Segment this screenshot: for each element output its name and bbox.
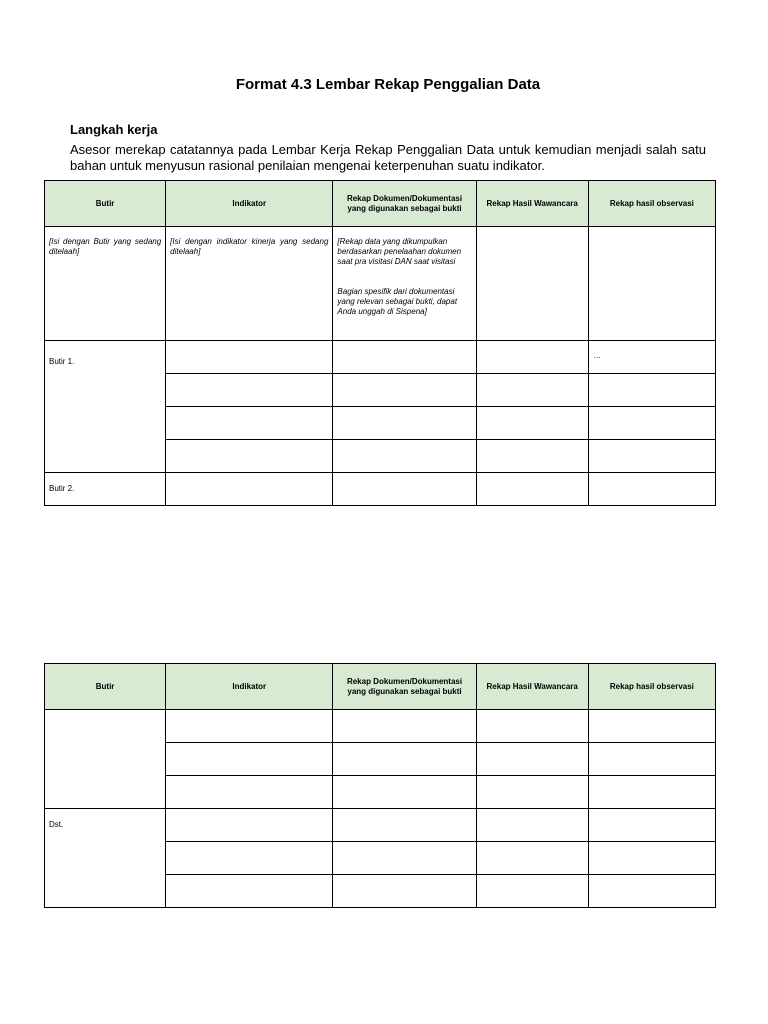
cell-empty[interactable]	[166, 440, 333, 473]
cell-butir-dst[interactable]: Dst.	[45, 809, 166, 908]
cell-empty[interactable]	[166, 875, 333, 908]
cell-empty[interactable]	[166, 776, 333, 809]
page-title: Format 4.3 Lembar Rekap Penggalian Data	[235, 76, 541, 93]
cell-empty[interactable]	[166, 407, 333, 440]
cell-empty[interactable]	[588, 440, 715, 473]
cell-empty[interactable]	[333, 341, 476, 374]
cell-example-indikator[interactable]: [Isi dengan indikator kinerja yang sedang ditelaah]	[166, 227, 333, 341]
header-rekap-observasi: Rekap hasil observasi	[588, 181, 715, 227]
cell-empty[interactable]	[588, 473, 715, 506]
cell-empty[interactable]	[588, 407, 715, 440]
header-butir: Butir	[45, 181, 166, 227]
section-heading: Langkah kerja	[70, 122, 158, 137]
cell-empty[interactable]	[476, 743, 588, 776]
table-row	[45, 710, 716, 743]
cell-empty[interactable]	[333, 710, 476, 743]
cell-empty[interactable]	[333, 809, 476, 842]
cell-empty[interactable]	[166, 743, 333, 776]
cell-empty[interactable]	[588, 710, 715, 743]
cell-empty[interactable]	[166, 809, 333, 842]
cell-example-dokumen[interactable]: [Rekap data yang dikumpulkan berdasarkan penelaahan dokumen saat pra visitasi DAN saat visitasi Bagian spesifik dari dokumentasi yang relevan sebagai bukti, dapat Anda unggah di Sispena]	[333, 227, 476, 341]
rekap-table-1	[44, 180, 716, 506]
cell-butir-1[interactable]: Butir 1.	[45, 341, 166, 473]
table-row	[45, 809, 716, 842]
cell-empty[interactable]	[333, 842, 476, 875]
cell-empty[interactable]	[166, 842, 333, 875]
cell-empty[interactable]	[588, 374, 715, 407]
cell-empty[interactable]	[588, 875, 715, 908]
header-rekap-dokumen: Rekap Dokumen/Dokumentasi yang digunakan sebagai bukti	[333, 664, 476, 710]
cell-empty[interactable]	[588, 776, 715, 809]
cell-observasi-ellipsis[interactable]: ...	[588, 341, 715, 374]
cell-empty[interactable]	[588, 743, 715, 776]
cell-empty[interactable]	[476, 440, 588, 473]
header-rekap-wawancara: Rekap Hasil Wawancara	[476, 664, 588, 710]
cell-empty[interactable]	[166, 710, 333, 743]
cell-empty[interactable]	[476, 374, 588, 407]
cell-example-wawancara[interactable]	[476, 227, 588, 341]
intro-paragraph: Asesor merekap catatannya pada Lembar Kerja Rekap Penggalian Data untuk kemudian menjadi salah satu bahan untuk menyusun rasional penilaian mengenai keterpenuhan suatu indikator.	[70, 142, 706, 173]
table-header-row	[45, 664, 716, 710]
cell-empty[interactable]	[333, 374, 476, 407]
cell-empty[interactable]	[333, 440, 476, 473]
cell-empty[interactable]	[476, 875, 588, 908]
cell-empty[interactable]	[476, 809, 588, 842]
cell-empty[interactable]	[166, 341, 333, 374]
cell-empty[interactable]	[476, 710, 588, 743]
cell-empty[interactable]	[333, 473, 476, 506]
cell-empty[interactable]	[476, 341, 588, 374]
table-row-example	[45, 227, 716, 341]
header-indikator: Indikator	[166, 664, 333, 710]
cell-empty[interactable]	[333, 776, 476, 809]
cell-empty[interactable]	[333, 743, 476, 776]
header-rekap-dokumen: Rekap Dokumen/Dokumentasi yang digunakan sebagai bukti	[333, 181, 476, 227]
table-row	[45, 341, 716, 374]
header-butir: Butir	[45, 664, 166, 710]
cell-empty[interactable]	[166, 374, 333, 407]
cell-empty[interactable]	[333, 407, 476, 440]
table-header-row	[45, 181, 716, 227]
cell-empty[interactable]	[166, 473, 333, 506]
cell-empty[interactable]	[588, 809, 715, 842]
cell-empty[interactable]	[476, 776, 588, 809]
cell-example-butir[interactable]: [Isi dengan Butir yang sedang ditelaah]	[45, 227, 166, 341]
cell-empty[interactable]	[588, 842, 715, 875]
cell-empty[interactable]	[476, 473, 588, 506]
header-indikator: Indikator	[166, 181, 333, 227]
cell-butir-empty[interactable]	[45, 710, 166, 809]
cell-empty[interactable]	[476, 842, 588, 875]
header-rekap-wawancara: Rekap Hasil Wawancara	[476, 181, 588, 227]
header-rekap-observasi: Rekap hasil observasi	[588, 664, 715, 710]
cell-empty[interactable]	[333, 875, 476, 908]
cell-example-observasi[interactable]	[588, 227, 715, 341]
cell-butir-2[interactable]: Butir 2.	[45, 473, 166, 506]
cell-empty[interactable]	[476, 407, 588, 440]
rekap-table-2	[44, 663, 716, 908]
table-row	[45, 473, 716, 506]
